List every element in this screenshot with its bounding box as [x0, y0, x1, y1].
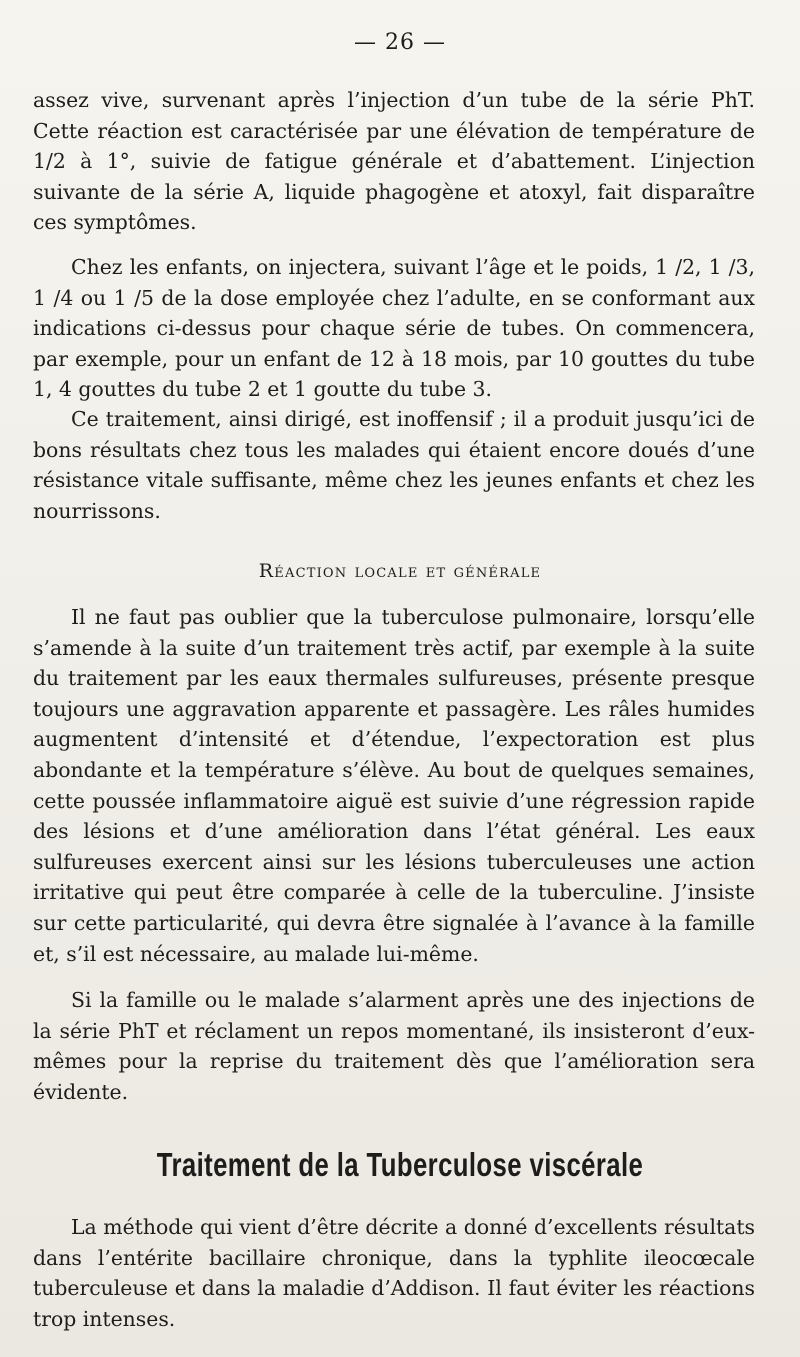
paragraph-1 — [33, 85, 755, 238]
subheading-reaction: Réaction locale et générale — [258, 560, 542, 582]
page-number: — 26 — — [354, 30, 446, 55]
paragraph-3-text: Ce traitement, ainsi dirigé, est inoffensif ; il a produit jusqu’ici de bons résultats chez tous les malades qui étaient encore doués d’une résistance vitale suffisante, même chez les jeunes enfants et chez les nourrissons. — [33, 407, 755, 523]
paragraph-6 — [33, 1212, 755, 1334]
paragraph-4-text: Il ne faut pas oublier que la tuberculose pulmonaire, lorsqu’elle s’amende à la suite d’un traitement très actif, par exemple à la suite du traitement par les eaux thermales sulfureuses, présente presque toujours une aggravation apparente et passagère. Les râles humides augmentent d’intensité et d’étendue, l’expectoration est plus abondante et la température s’élève. Au bout de quelques semaines, cette poussée inflammatoire aiguë est suivie d’une régression rapide des lésions et d’une amélioration dans l’état général. Les eaux sulfureuses exercent ainsi sur les lésions tuberculeuses une action irritative qui peut être comparée à celle de la tuberculine. J’insiste sur cette particularité, qui devra être signalée à l’avance à la famille et, s’il est nécessaire, au malade lui-même. — [33, 605, 755, 966]
paragraph-5-text: Si la famille ou le malade s’alarment après une des injections de la série PhT et réclament un repos momentané, ils insisteront d’eux-mêmes pour la reprise du traitement dès que l’amélioration sera évidente. — [33, 988, 755, 1104]
paragraph-4 — [33, 602, 755, 969]
section-title: Traitement de la Tuberculose viscérale — [156, 1146, 644, 1183]
paragraph-2 — [33, 252, 755, 405]
paragraph-1-text: assez vive, survenant après l’injection d’un tube de la série PhT. Cette réaction est caractérisée par une élévation de température de 1/2 à 1°, suivie de fatigue générale et d’abattement. L’injection suivante de la série A, liquide phagogène et atoxyl, fait disparaître ces symptômes. — [33, 88, 755, 235]
paragraph-3 — [33, 404, 755, 526]
paragraph-6-text: La méthode qui vient d’être décrite a donné d’excellents résultats dans l’entérite bacillaire chronique, dans la typhlite ileocœcale tuberculeuse et dans la maladie d’Addison. Il faut éviter les réactions trop intenses. — [33, 1215, 755, 1331]
paragraph-5 — [33, 985, 755, 1107]
paragraph-2-text: Chez les enfants, on injectera, suivant l’âge et le poids, 1 /2, 1 /3, 1 /4 ou 1 /5 de la dose employée chez l’adulte, en se conformant aux indications ci-dessus pour chaque série de tubes. On commencera, par exemple, pour un enfant de 12 à 18 mois, par 10 gouttes du tube 1, 4 gouttes du tube 2 et 1 goutte du tube 3. — [33, 255, 755, 402]
